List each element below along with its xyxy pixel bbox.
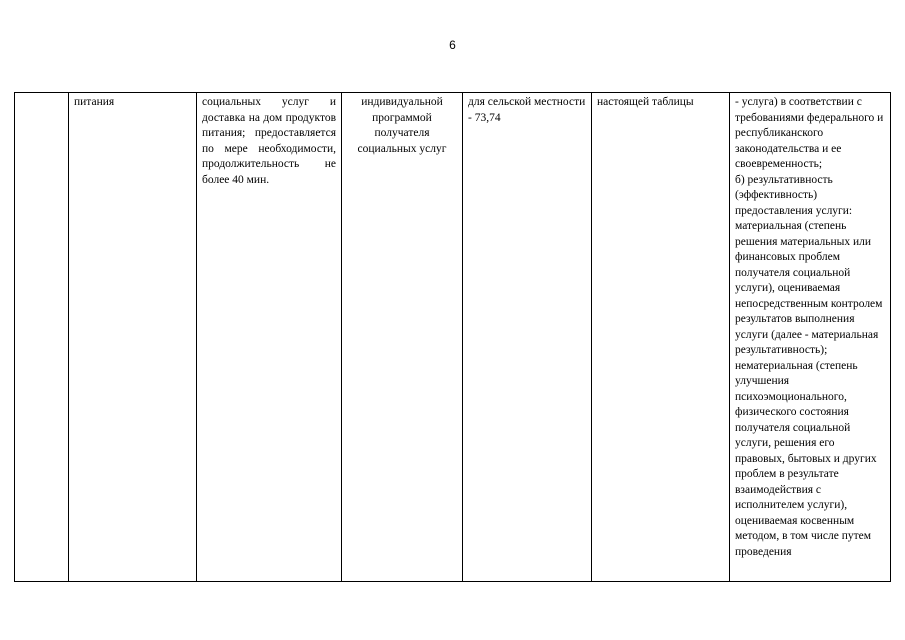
cell-tariff: для сельской местности - 73,74	[463, 93, 592, 582]
cell-service-description: социальных услуг и доставка на дом продуктов питания; предоставляется по мере необходимости, продолжительность не более 40 мин.	[197, 93, 342, 582]
cell-terms: настоящей таблицы	[592, 93, 730, 582]
quality-paragraph: - услуга) в соответствии с требованиями федерального и республиканского законодательства и ее своевременность;	[735, 96, 884, 170]
services-table	[14, 92, 891, 582]
cell-service-name: питания	[69, 93, 197, 582]
quality-paragraph: б) результативность (эффективность) предоставления услуги: материальная (степень решения материальных или финансовых проблем получателя социальной услуги), оцениваемая непосредственным контролем результатов выполнения услуги (далее - материальная результативность);	[735, 173, 883, 356]
table-row	[15, 93, 891, 582]
quality-paragraph: нематериальная (степень улучшения психоэмоционального, физического состояния получателя социальной услуги, решения его правовых, бытовых и других проблем в результате взаимодействия с исполнителем услуги), оцениваемая косвенным методом, в том числе путем проведения	[735, 359, 877, 558]
cell-service-volume: индивидуальной программой получателя социальных услуг	[342, 93, 463, 582]
page-number: 6	[449, 38, 456, 52]
cell-quality-indicators	[730, 93, 891, 582]
cell-number	[15, 93, 69, 582]
